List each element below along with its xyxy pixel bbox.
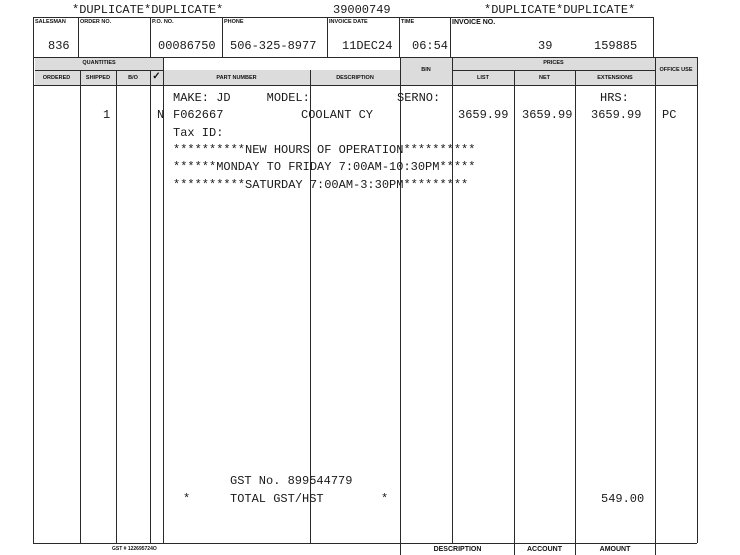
invoice-number-part-b: 159885 xyxy=(594,39,638,53)
invoice-no-label: INVOICE NO. xyxy=(452,19,496,26)
shipped-label: SHIPPED xyxy=(85,75,111,81)
hours-notice-2: ******MONDAY TO FRIDAY 7:00AM-10:30PM***** xyxy=(173,160,476,174)
shipped-quantity: 1 xyxy=(103,108,111,122)
phone-value: 506-325-8977 xyxy=(230,39,317,53)
vline-check xyxy=(163,57,164,543)
footer-description-label: DESCRIPTION xyxy=(433,546,482,553)
item-flag: N xyxy=(157,108,165,122)
vline-description xyxy=(400,57,401,555)
make-model-line: MAKE: JD MODEL: xyxy=(173,91,310,105)
serno-label: SERNO: xyxy=(397,91,441,105)
vline-salesman xyxy=(78,17,79,57)
ordered-label: ORDERED xyxy=(42,75,71,81)
duplicate-banner-right: *DUPLICATE*DUPLICATE* xyxy=(484,3,636,17)
rule-column-headers-bottom xyxy=(33,85,697,86)
vline-shipped xyxy=(116,70,117,543)
net-label: NET xyxy=(539,75,550,81)
vline-order-no xyxy=(150,17,151,57)
vline-time xyxy=(450,17,451,57)
extension-amount: 3659.99 xyxy=(591,108,642,122)
footer-amount-label: AMOUNT xyxy=(599,546,631,553)
total-gst-hst-label: TOTAL GST/HST xyxy=(230,492,324,506)
extensions-label: EXTENSIONS xyxy=(597,75,633,81)
vline-part-number xyxy=(310,70,311,543)
check-label: ✓ xyxy=(152,71,161,82)
total-star-right: * xyxy=(381,492,389,506)
order-no-label: ORDER NO. xyxy=(80,19,112,25)
total-gst-hst-amount: 549.00 xyxy=(601,492,645,506)
vline-ordered xyxy=(80,70,81,543)
rule-header-top xyxy=(33,17,653,18)
vline-invoice-right xyxy=(653,17,654,57)
vline-extensions xyxy=(655,57,656,555)
footer-account-label: ACCOUNT xyxy=(527,546,562,553)
gst-number-line: GST No. 899544779 xyxy=(230,474,353,488)
gst-registration-number: GST # 122695724O xyxy=(112,546,157,552)
list-label: LIST xyxy=(477,75,489,81)
rule-prices-split xyxy=(452,70,655,71)
top-reference-number: 39000749 xyxy=(333,3,391,17)
salesman-label: SALESMAN xyxy=(35,19,66,25)
bo-label: B/O xyxy=(128,75,138,81)
hours-notice-3: **********SATURDAY 7:00AM-3:30PM********* xyxy=(173,178,469,192)
net-price: 3659.99 xyxy=(522,108,573,122)
duplicate-banner-left: *DUPLICATE*DUPLICATE* xyxy=(72,3,224,17)
unit-of-measure: PC xyxy=(662,108,677,122)
prices-label: PRICES xyxy=(543,60,564,66)
total-star-left: * xyxy=(183,492,191,506)
description-value: COOLANT CY xyxy=(301,108,374,122)
rule-header-bottom xyxy=(33,57,697,58)
tax-id-line: Tax ID: xyxy=(173,126,224,140)
phone-label: PHONE xyxy=(224,19,244,25)
time-label: TIME xyxy=(401,19,415,25)
rule-quantities-split xyxy=(35,70,163,71)
po-no-label: P.O. NO. xyxy=(152,19,174,25)
vline-po-no xyxy=(222,17,223,57)
salesman-value: 836 xyxy=(48,39,70,53)
vline-bo xyxy=(150,70,151,543)
list-price: 3659.99 xyxy=(458,108,509,122)
hrs-label: HRS: xyxy=(600,91,629,105)
description-label: DESCRIPTION xyxy=(336,75,374,81)
part-number-value: F062667 xyxy=(173,108,224,122)
invoice-number-part-a: 39 xyxy=(538,39,553,53)
vline-net xyxy=(575,70,576,555)
vline-right-edge xyxy=(697,57,698,543)
vline-phone xyxy=(327,17,328,57)
part-number-label: PART NUMBER xyxy=(216,75,257,81)
vline-bin xyxy=(452,57,453,543)
vline-list xyxy=(514,70,515,555)
vline-left-edge xyxy=(33,17,34,543)
po-no-value: 00086750 xyxy=(158,39,216,53)
bin-label: BIN xyxy=(421,67,431,73)
hours-notice-1: **********NEW HOURS OF OPERATION********** xyxy=(173,143,476,157)
office-use-label: OFFICE USE xyxy=(659,67,693,73)
time-value: 06:54 xyxy=(412,39,449,53)
vline-date xyxy=(399,17,400,57)
invoice-date-value: 11DEC24 xyxy=(342,39,393,53)
rule-body-bottom xyxy=(33,543,697,544)
invoice-date-label: INVOICE DATE xyxy=(329,19,368,25)
quantities-label: QUANTITIES xyxy=(82,60,116,66)
